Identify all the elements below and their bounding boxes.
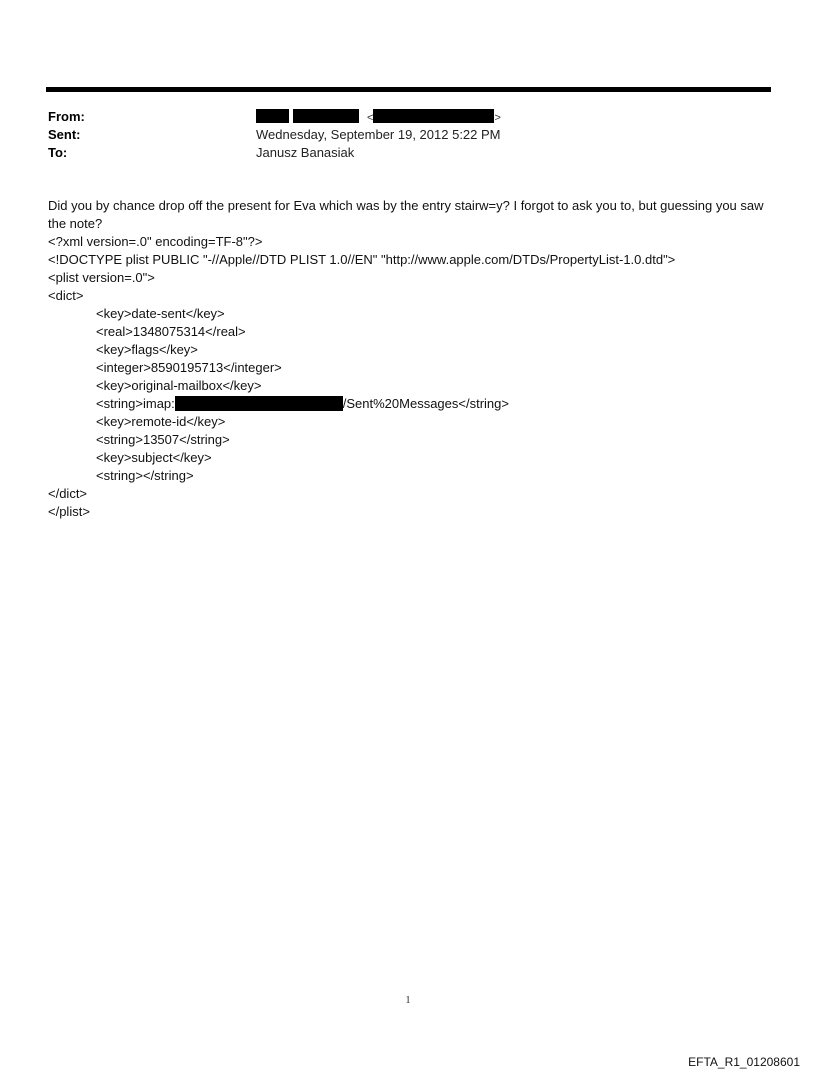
dict-line: <key>remote-id</key> <box>96 414 226 429</box>
email-open-bracket: < <box>367 112 374 124</box>
plist-open: <plist version=.0"> <box>48 270 155 285</box>
message-text: Did you by chance drop off the present for Eva which was by the entry stairw=y? I forgot to ask you to, but guessing you saw the note? <box>48 198 764 231</box>
dict-line: <key>date-sent</key> <box>96 306 225 321</box>
redaction-block <box>256 109 289 123</box>
dict-line: <string>13507</string> <box>96 432 230 447</box>
plist-close: </plist> <box>48 504 90 519</box>
dict-line: <key>original-mailbox</key> <box>96 378 262 393</box>
to-row <box>48 144 768 162</box>
redaction-block <box>175 396 343 411</box>
to-value: Janusz Banasiak <box>256 145 355 160</box>
sent-value: Wednesday, September 19, 2012 5:22 PM <box>256 127 501 142</box>
dict-line: <key>flags</key> <box>96 342 198 357</box>
from-value <box>256 108 501 127</box>
message-body <box>48 197 773 521</box>
dict-line: <key>subject</key> <box>96 450 212 465</box>
imap-suffix: /Sent%20Messages</string> <box>342 396 509 411</box>
dict-open: <dict> <box>48 288 84 303</box>
to-label: To: <box>48 145 68 160</box>
imap-prefix: <string>imap: <box>96 396 175 411</box>
email-close-bracket: > <box>494 112 501 124</box>
imap-line <box>48 395 773 413</box>
header-rule <box>46 87 771 92</box>
xml-declaration: <?xml version=.0" encoding=TF-8"?> <box>48 234 263 249</box>
from-row <box>48 108 768 126</box>
email-header <box>48 108 768 162</box>
dict-close: </dict> <box>48 486 88 501</box>
from-label: From: <box>48 109 85 124</box>
bates-number: EFTA_R1_01208601 <box>688 1055 800 1069</box>
redaction-block <box>373 109 494 123</box>
dict-line: <string></string> <box>96 468 194 483</box>
sent-row <box>48 126 768 144</box>
page-number: 1 <box>405 995 411 1006</box>
doctype-line: <!DOCTYPE plist PUBLIC "-//Apple//DTD PLIST 1.0//EN" "http://www.apple.com/DTDs/PropertyList-1.0.dtd"> <box>48 252 676 267</box>
dict-line: <real>1348075314</real> <box>96 324 246 339</box>
sent-label: Sent: <box>48 127 81 142</box>
dict-line: <integer>8590195713</integer> <box>96 360 282 375</box>
redaction-block <box>293 109 359 123</box>
